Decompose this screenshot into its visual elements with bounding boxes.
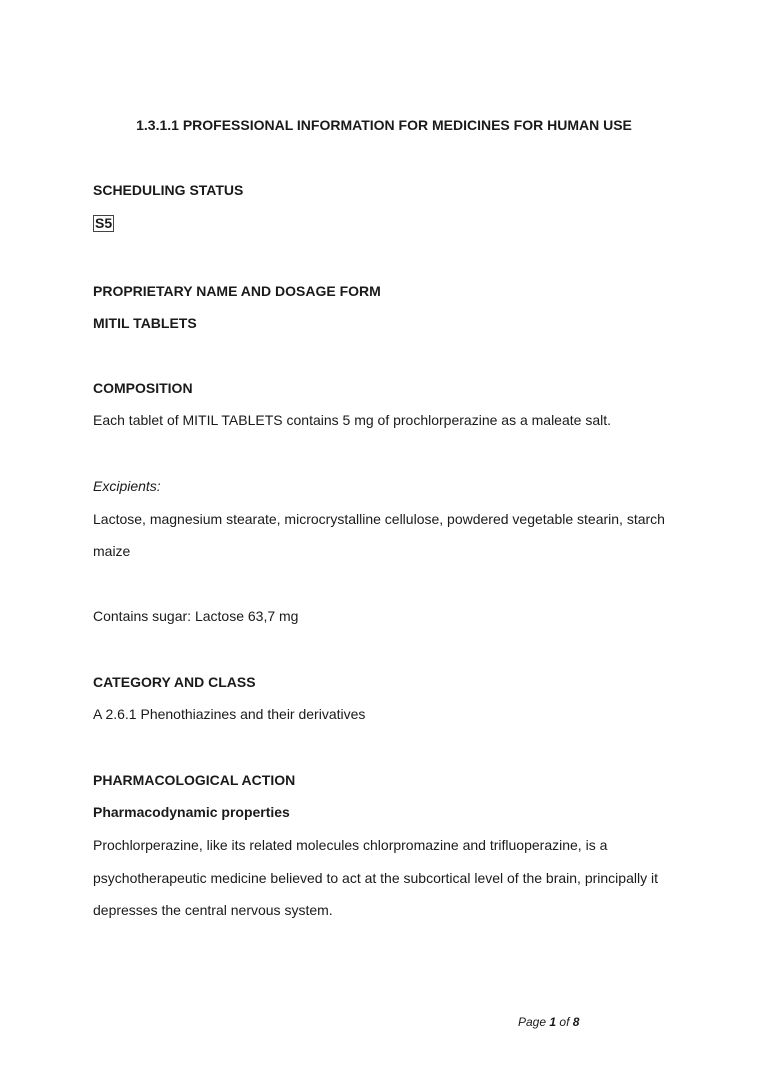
composition-text: Each tablet of MITIL TABLETS contains 5 mg of prochlorperazine as a maleate salt.	[93, 412, 611, 428]
page-footer	[518, 1013, 579, 1031]
sugar-content: Contains sugar: Lactose 63,7 mg	[93, 608, 299, 624]
excipients-line-1: Lactose, magnesium stearate, microcrystalline cellulose, powdered vegetable stearin, starch	[93, 511, 665, 527]
excipients-label: Excipients:	[93, 478, 161, 494]
pharmacology-line-2: psychotherapeutic medicine believed to act at the subcortical level of the brain, principally it	[93, 870, 658, 886]
page-number: 1	[549, 1015, 557, 1029]
excipients-line-2: maize	[93, 543, 131, 559]
document-title: 1.3.1.1 PROFESSIONAL INFORMATION FOR MEDICINES FOR HUMAN USE	[136, 117, 632, 133]
of-word: of	[559, 1015, 570, 1029]
page-word: Page	[518, 1015, 547, 1029]
pharmacodynamic-subheading: Pharmacodynamic properties	[93, 804, 290, 820]
category-text: A 2.6.1 Phenothiazines and their derivatives	[93, 706, 366, 722]
pharmacological-action-heading: PHARMACOLOGICAL ACTION	[93, 772, 296, 788]
scheduling-status-heading: SCHEDULING STATUS	[93, 182, 244, 198]
proprietary-name: MITIL TABLETS	[93, 315, 197, 331]
composition-heading: COMPOSITION	[93, 380, 193, 396]
pharmacology-line-3: depresses the central nervous system.	[93, 902, 333, 918]
scheduling-status-value: S5	[95, 215, 113, 231]
pharmacology-line-1: Prochlorperazine, like its related molecules chlorpromazine and trifluoperazine, is a	[93, 837, 608, 853]
scheduling-status-value-wrap	[93, 214, 114, 232]
proprietary-name-heading: PROPRIETARY NAME AND DOSAGE FORM	[93, 283, 381, 299]
total-pages: 8	[572, 1015, 580, 1029]
category-heading: CATEGORY AND CLASS	[93, 674, 256, 690]
